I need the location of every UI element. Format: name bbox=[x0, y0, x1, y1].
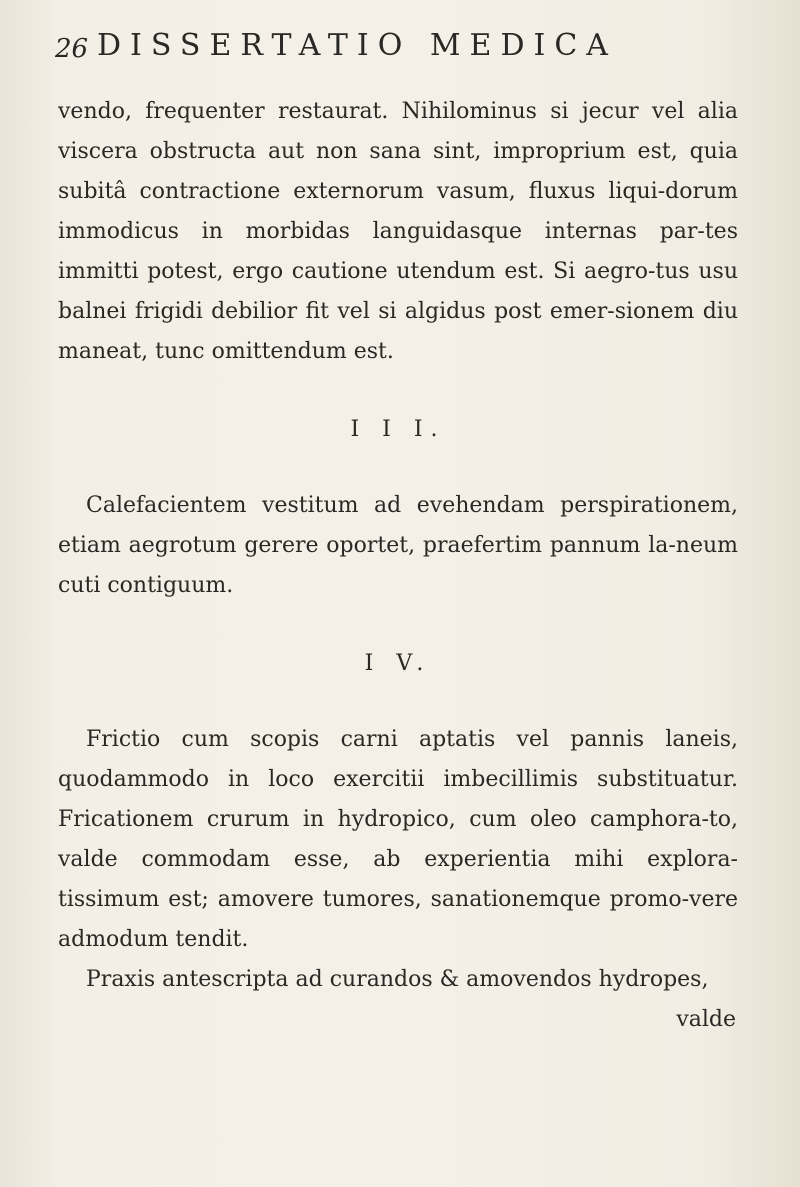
page-number: 26 bbox=[55, 34, 89, 64]
body-text bbox=[58, 92, 738, 1040]
section-number-3: I I I. bbox=[350, 417, 446, 442]
section-4-paragraph-2: Praxis antescripta ad curandos & amovendos hydropes, bbox=[86, 967, 709, 992]
section-3-paragraph: Calefacientem vestitum ad evehendam perspirationem, etiam aegrotum gerere oportet, praefertim pannum la-neum cuti contiguum. bbox=[58, 493, 738, 598]
running-title: DISSERTATIO MEDICA bbox=[97, 28, 617, 63]
paragraph-continuation: vendo, frequenter restaurat. Nihilominus si jecur vel alia viscera obstructa aut non sana sint, improprium est, quia subitâ contractione externorum vasum, fluxus liqui-dorum immodicus in morbidas languidasque internas par-tes immitti potest, ergo cautione utendum est. Si aegro-tus usu balnei frigidi debilior fit vel si algidus post emer-sionem diu maneat, tunc omittendum est. bbox=[58, 99, 738, 364]
page-header bbox=[55, 28, 755, 68]
section-4-paragraph-1: Frictio cum scopis carni aptatis vel pannis laneis, quodammodo in loco exercitii imbecillimis substituatur. Fricationem crurum in hydropico, cum oleo camphora-to, valde commodam esse, ab experientia mihi explora-tissimum est; amovere tumores, sanationemque promo-vere admodum tendit. bbox=[58, 727, 738, 952]
section-number-4: I V. bbox=[364, 651, 432, 676]
catchword: valde bbox=[676, 1007, 736, 1032]
